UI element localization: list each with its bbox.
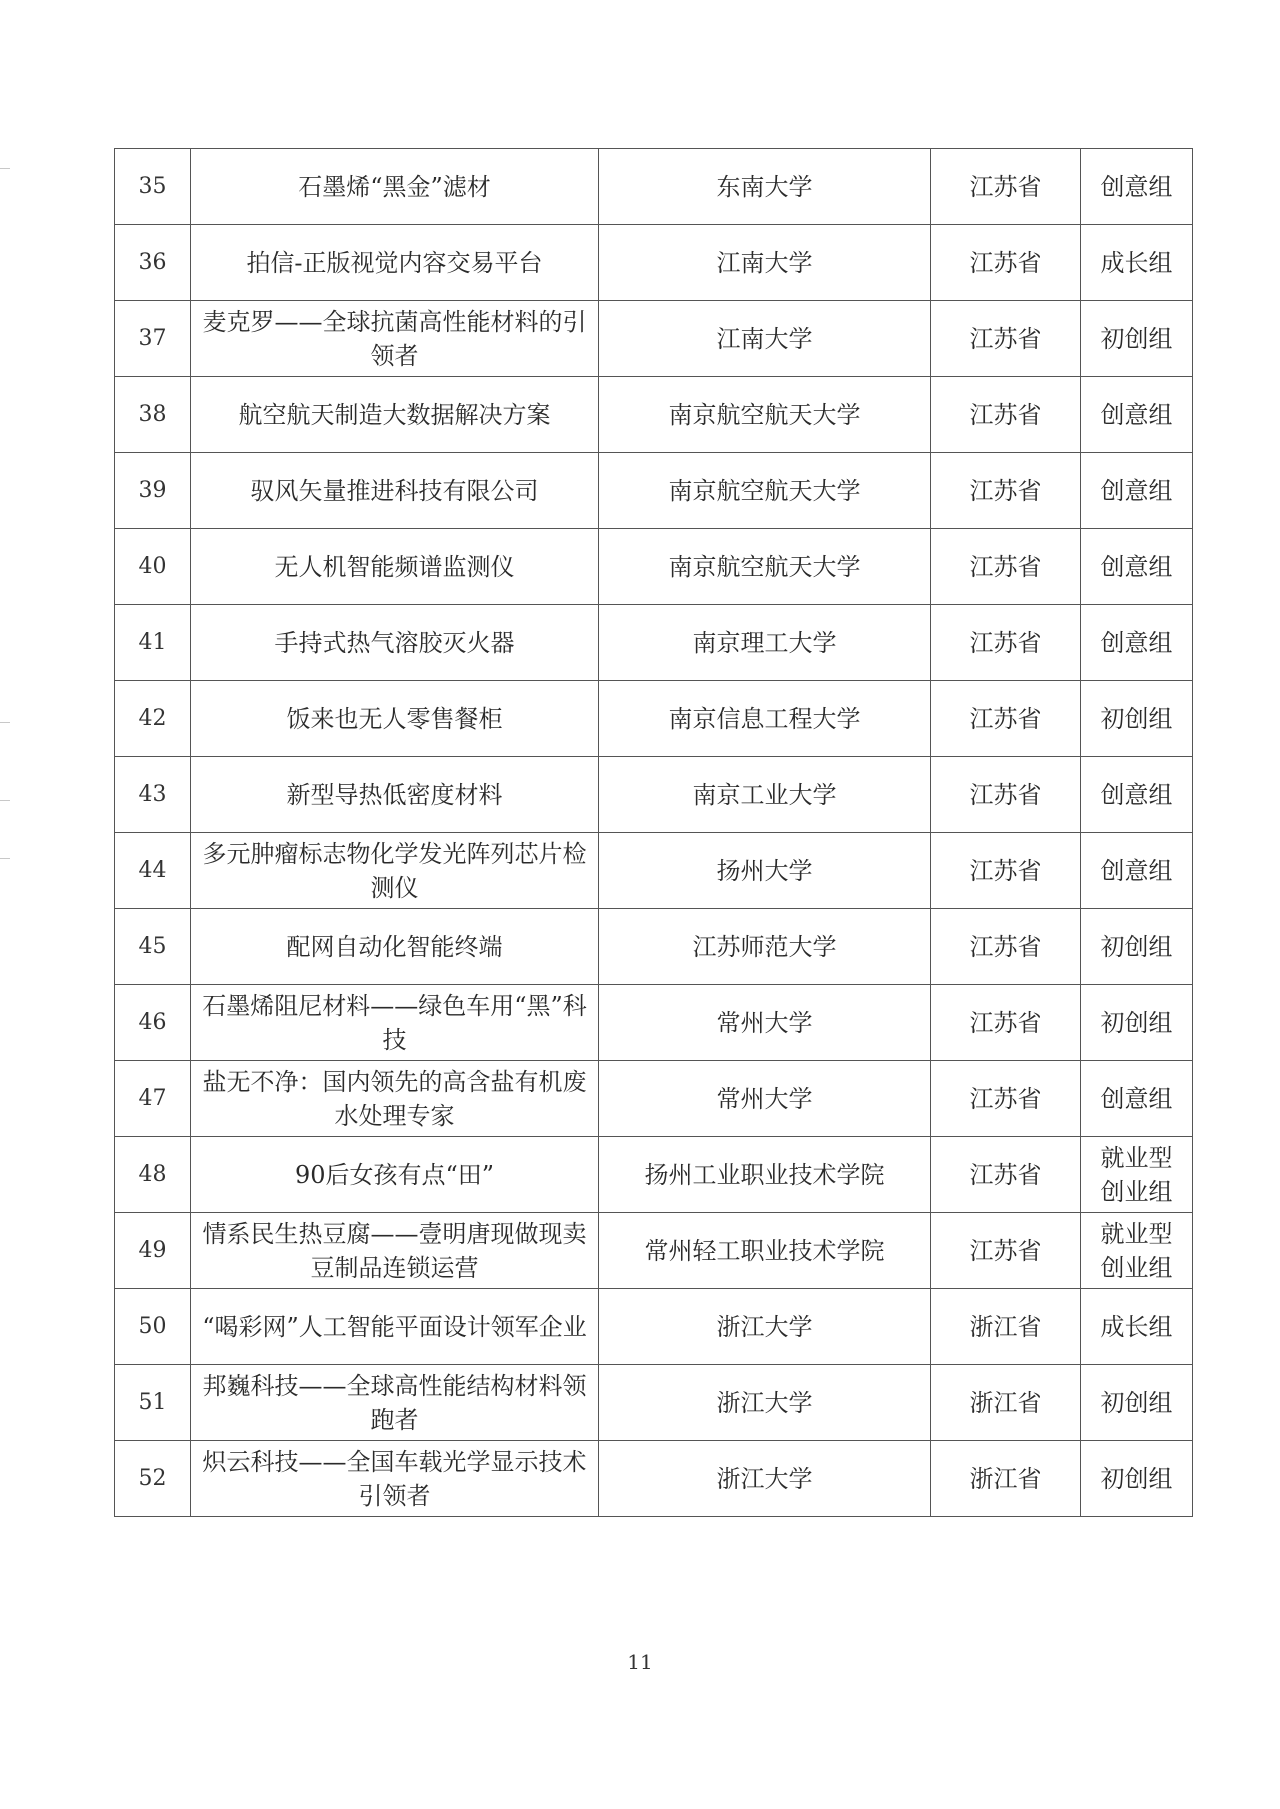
row-number-cell: 49 — [115, 1213, 191, 1289]
group-category-cell: 成长组 — [1081, 225, 1193, 301]
group-category-cell: 初创组 — [1081, 1441, 1193, 1517]
school-name-cell: 南京航空航天大学 — [599, 529, 931, 605]
province-cell: 江苏省 — [931, 1137, 1081, 1213]
province-cell: 江苏省 — [931, 757, 1081, 833]
table-row — [115, 149, 1193, 225]
row-number-cell: 41 — [115, 605, 191, 681]
school-name-cell: 南京信息工程大学 — [599, 681, 931, 757]
table-row — [115, 985, 1193, 1061]
project-name-cell: 多元肿瘤标志物化学发光阵列芯片检测仪 — [191, 833, 599, 909]
group-category-cell: 创意组 — [1081, 377, 1193, 453]
table-row — [115, 1289, 1193, 1365]
row-number-cell: 36 — [115, 225, 191, 301]
table-row — [115, 909, 1193, 985]
group-category-cell: 创意组 — [1081, 529, 1193, 605]
project-name-cell: 无人机智能频谱监测仪 — [191, 529, 599, 605]
school-name-cell: 南京工业大学 — [599, 757, 931, 833]
group-category-cell: 成长组 — [1081, 1289, 1193, 1365]
table-row — [115, 529, 1193, 605]
school-name-cell: 南京理工大学 — [599, 605, 931, 681]
project-name-cell: 新型导热低密度材料 — [191, 757, 599, 833]
table-body — [115, 149, 1193, 1517]
group-category-cell: 创意组 — [1081, 605, 1193, 681]
row-number-cell: 52 — [115, 1441, 191, 1517]
table-row — [115, 605, 1193, 681]
project-name-cell: 炽云科技——全国车载光学显示技术引领者 — [191, 1441, 599, 1517]
group-category-cell: 创意组 — [1081, 149, 1193, 225]
province-cell: 江苏省 — [931, 833, 1081, 909]
row-number-cell: 35 — [115, 149, 191, 225]
school-name-cell: 东南大学 — [599, 149, 931, 225]
province-cell: 浙江省 — [931, 1441, 1081, 1517]
table-row — [115, 1213, 1193, 1289]
table-row — [115, 681, 1193, 757]
province-cell: 江苏省 — [931, 605, 1081, 681]
province-cell: 江苏省 — [931, 453, 1081, 529]
project-name-cell: 手持式热气溶胶灭火器 — [191, 605, 599, 681]
school-name-cell: 江苏师范大学 — [599, 909, 931, 985]
province-cell: 浙江省 — [931, 1289, 1081, 1365]
row-number-cell: 46 — [115, 985, 191, 1061]
province-cell: 江苏省 — [931, 529, 1081, 605]
province-cell: 江苏省 — [931, 301, 1081, 377]
project-name-cell: 航空航天制造大数据解决方案 — [191, 377, 599, 453]
school-name-cell: 江南大学 — [599, 301, 931, 377]
project-name-cell: 配网自动化智能终端 — [191, 909, 599, 985]
province-cell: 江苏省 — [931, 225, 1081, 301]
school-name-cell: 常州大学 — [599, 985, 931, 1061]
award-list-table — [114, 148, 1193, 1517]
project-name-cell: 石墨烯阻尼材料——绿色车用“黑”科技 — [191, 985, 599, 1061]
project-name-cell: 驭风矢量推进科技有限公司 — [191, 453, 599, 529]
school-name-cell: 南京航空航天大学 — [599, 377, 931, 453]
province-cell: 江苏省 — [931, 681, 1081, 757]
group-category-cell: 创意组 — [1081, 453, 1193, 529]
school-name-cell: 浙江大学 — [599, 1289, 931, 1365]
province-cell: 江苏省 — [931, 149, 1081, 225]
row-number-cell: 43 — [115, 757, 191, 833]
table-row — [115, 1061, 1193, 1137]
group-category-cell: 创意组 — [1081, 833, 1193, 909]
school-name-cell: 江南大学 — [599, 225, 931, 301]
school-name-cell: 浙江大学 — [599, 1441, 931, 1517]
project-name-cell: 90后女孩有点“田” — [191, 1137, 599, 1213]
project-name-cell: 盐无不净：国内领先的高含盐有机废水处理专家 — [191, 1061, 599, 1137]
row-number-cell: 42 — [115, 681, 191, 757]
project-name-cell: “喝彩网”人工智能平面设计领军企业 — [191, 1289, 599, 1365]
row-number-cell: 47 — [115, 1061, 191, 1137]
table-row — [115, 225, 1193, 301]
project-name-cell: 拍信-正版视觉内容交易平台 — [191, 225, 599, 301]
page-number: 11 — [627, 1650, 653, 1674]
scan-mark — [0, 722, 10, 723]
project-name-cell: 情系民生热豆腐——壹明唐现做现卖豆制品连锁运营 — [191, 1213, 599, 1289]
group-category-cell: 创意组 — [1081, 757, 1193, 833]
group-category-cell: 初创组 — [1081, 301, 1193, 377]
province-cell: 江苏省 — [931, 909, 1081, 985]
school-name-cell: 南京航空航天大学 — [599, 453, 931, 529]
table-row — [115, 757, 1193, 833]
group-category-cell: 初创组 — [1081, 681, 1193, 757]
row-number-cell: 40 — [115, 529, 191, 605]
row-number-cell: 38 — [115, 377, 191, 453]
row-number-cell: 50 — [115, 1289, 191, 1365]
project-name-cell: 饭来也无人零售餐柜 — [191, 681, 599, 757]
province-cell: 江苏省 — [931, 985, 1081, 1061]
project-name-cell: 石墨烯“黑金”滤材 — [191, 149, 599, 225]
scan-mark — [0, 800, 10, 801]
table-row — [115, 453, 1193, 529]
province-cell: 江苏省 — [931, 1061, 1081, 1137]
group-category-cell: 就业型创业组 — [1081, 1213, 1193, 1289]
table-row — [115, 833, 1193, 909]
table-row — [115, 301, 1193, 377]
row-number-cell: 39 — [115, 453, 191, 529]
table-row — [115, 1441, 1193, 1517]
scan-mark — [0, 168, 10, 169]
group-category-cell: 创意组 — [1081, 1061, 1193, 1137]
school-name-cell: 扬州大学 — [599, 833, 931, 909]
project-name-cell: 邦巍科技——全球高性能结构材料领跑者 — [191, 1365, 599, 1441]
table-row — [115, 1365, 1193, 1441]
school-name-cell: 常州大学 — [599, 1061, 931, 1137]
scan-mark — [0, 858, 10, 859]
group-category-cell: 初创组 — [1081, 1365, 1193, 1441]
province-cell: 江苏省 — [931, 1213, 1081, 1289]
table-row — [115, 377, 1193, 453]
row-number-cell: 37 — [115, 301, 191, 377]
row-number-cell: 45 — [115, 909, 191, 985]
row-number-cell: 48 — [115, 1137, 191, 1213]
group-category-cell: 初创组 — [1081, 985, 1193, 1061]
school-name-cell: 浙江大学 — [599, 1365, 931, 1441]
group-category-cell: 就业型创业组 — [1081, 1137, 1193, 1213]
school-name-cell: 常州轻工职业技术学院 — [599, 1213, 931, 1289]
project-name-cell: 麦克罗——全球抗菌高性能材料的引领者 — [191, 301, 599, 377]
row-number-cell: 51 — [115, 1365, 191, 1441]
school-name-cell: 扬州工业职业技术学院 — [599, 1137, 931, 1213]
table-row — [115, 1137, 1193, 1213]
row-number-cell: 44 — [115, 833, 191, 909]
province-cell: 江苏省 — [931, 377, 1081, 453]
province-cell: 浙江省 — [931, 1365, 1081, 1441]
group-category-cell: 初创组 — [1081, 909, 1193, 985]
